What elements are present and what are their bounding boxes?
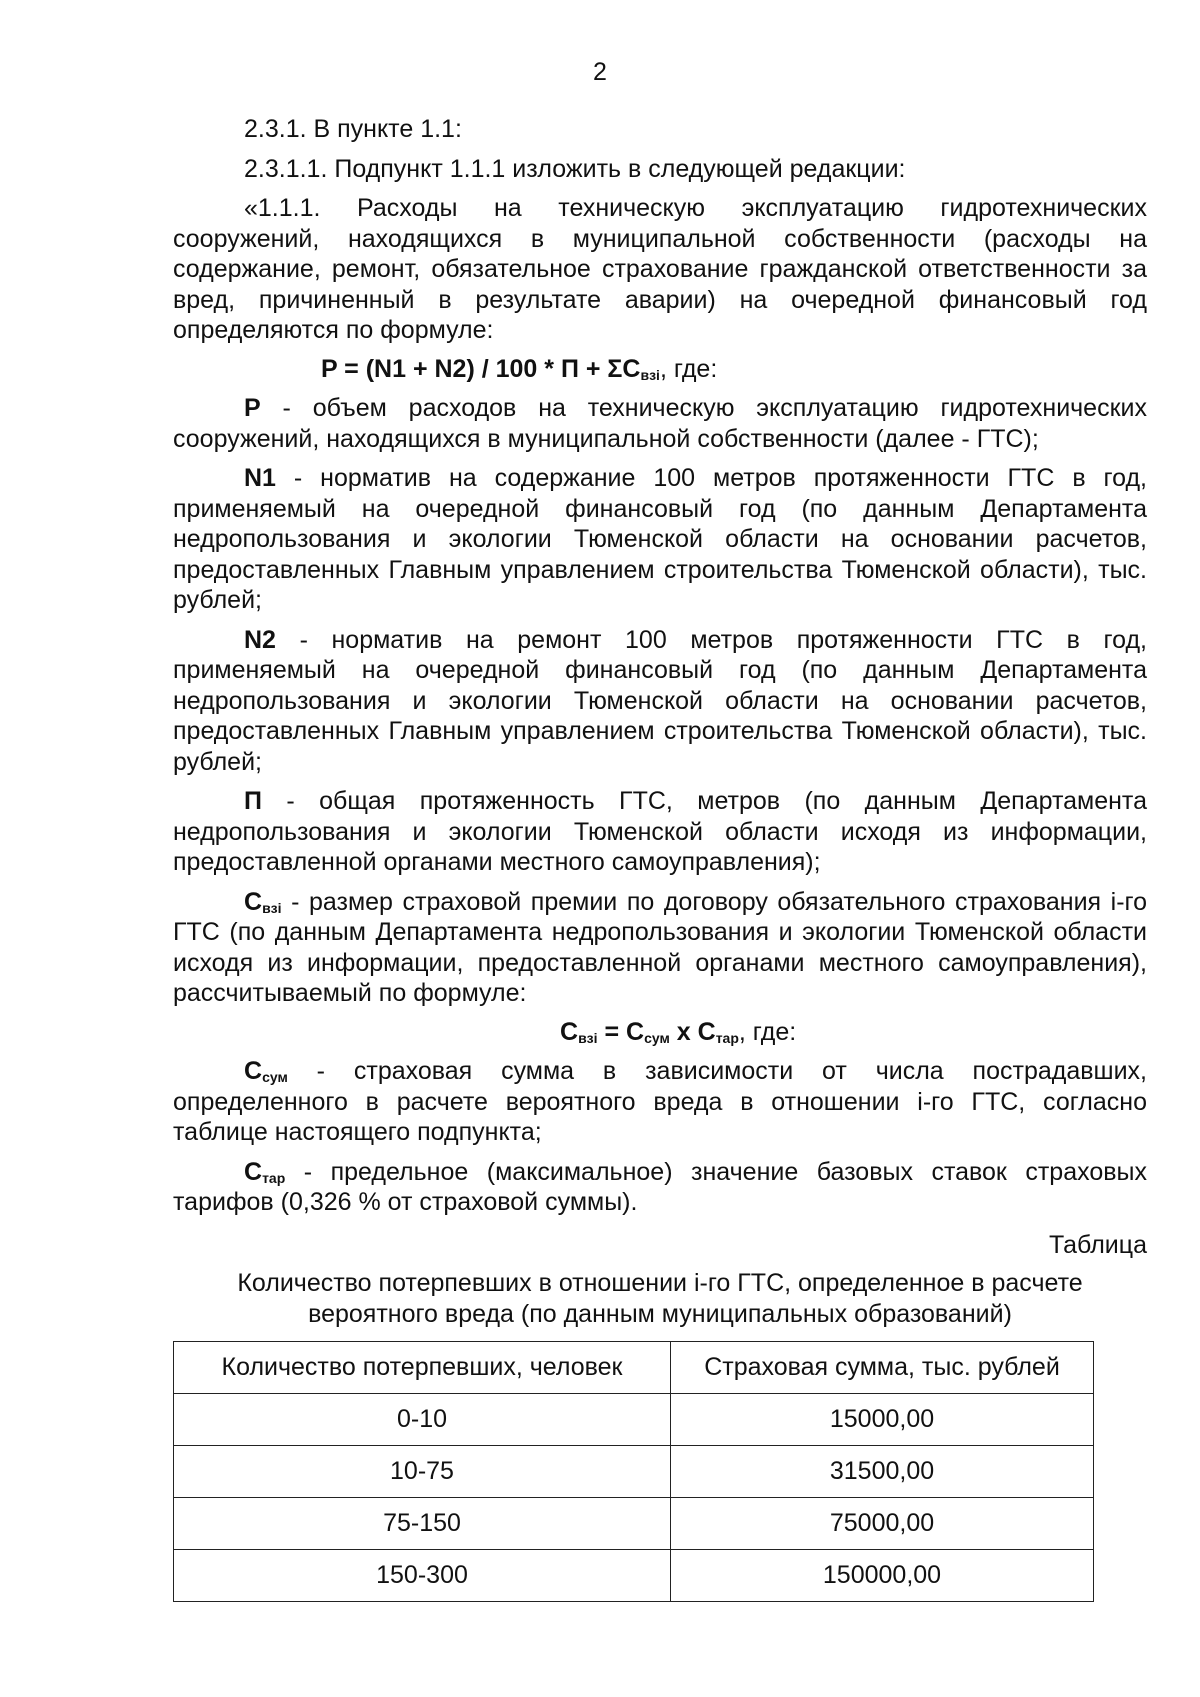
definition-ctar [173, 1157, 1147, 1218]
page-number: 2 [593, 58, 607, 86]
definition-subscript: тар [262, 1169, 286, 1186]
table-cell: 0-10 [174, 1394, 671, 1446]
definition-text: - предельное (максимальное) значение базовых ставок страховых тарифов (0,326 % от страховой суммы). [173, 1157, 1147, 1216]
definition-term: N2 [244, 625, 276, 654]
formula-subscript: тар [715, 1029, 739, 1046]
definition-term: С [244, 1157, 263, 1186]
formula-tail: , где: [659, 354, 718, 383]
definition-subscript: взi [262, 899, 282, 916]
formula-subscript: сум [644, 1029, 670, 1046]
insurance-table [173, 1341, 1094, 1602]
definition-text: - норматив на ремонт 100 метров протяженности ГТС в год, применяемый на очередной финансовый год (по данным Департамента недропользования и экологии Тюменской области на основании расчетов, предоставленных Главным управлением строительства Тюменской области), тыс. рублей; [173, 625, 1147, 776]
table-caption: Количество потерпевших в отношении i-го ГТС, определенное в расчете вероятного вреда (по данным муниципальных образований) [237, 1269, 1083, 1328]
definition-text: - общая протяженность ГТС, метров (по данным Департамента недропользования и экологии Тюменской области исходя из информации, предоставленной органами местного самоуправления); [173, 787, 1147, 876]
table-header-row [174, 1342, 1094, 1394]
definition-subscript: сум [262, 1069, 288, 1085]
definition-text: - страховая сумма в зависимости от числа пострадавших, определенного в расчете вероятного вреда в отношении i-го ГТС, согласно таблице настоящего подпункта; [173, 1057, 1147, 1146]
formula-premium [173, 1017, 1147, 1048]
paragraph-2-3-1: 2.3.1. В пункте 1.1: [244, 115, 462, 143]
table-cell: 75-150 [174, 1498, 671, 1550]
definition-term: N1 [244, 464, 276, 492]
document-body [173, 114, 1147, 1602]
definition-term: П [244, 787, 262, 815]
formula-subscript: взi [578, 1029, 598, 1046]
table-cell: 150000,00 [671, 1550, 1094, 1602]
formula-tail: , где: [738, 1017, 797, 1046]
table-row [174, 1446, 1094, 1498]
definition-text: - норматив на содержание 100 метров протяженности ГТС в год, применяемый на очередной финансовый год (по данным Департамента недропользования и экологии Тюменской области на основании расчетов, предоставленных Главным управлением строительства Тюменской области), тыс. рублей; [173, 464, 1147, 614]
definition-csum [173, 1056, 1147, 1148]
definition-term: С [244, 887, 263, 916]
formula-main: P = (N1 + N2) / 100 * П + ΣС [321, 354, 641, 383]
definition-term: С [244, 1057, 263, 1085]
formula-term: х С [669, 1017, 716, 1046]
table-row [174, 1498, 1094, 1550]
paragraph-2-3-1-1: 2.3.1.1. Подпункт 1.1.1 изложить в следующей редакции: [244, 154, 906, 183]
definition-n2 [173, 625, 1147, 778]
paragraph-1-1-1: «1.1.1. Расходы на техническую эксплуатацию гидротехнических сооружений, находящихся в муниципальной собственности (расходы на содержание, ремонт, обязательное страхование гражданской ответственности за вред, причиненный в результате аварии) на очередной финансовый год определяются по формуле: [173, 194, 1147, 344]
table-header-cell: Количество потерпевших, человек [174, 1342, 671, 1394]
table-cell: 150-300 [174, 1550, 671, 1602]
table-label: Таблица [1048, 1230, 1147, 1259]
table-header-cell: Страховая сумма, тыс. рублей [671, 1342, 1094, 1394]
definition-n1 [173, 463, 1147, 616]
table-cell: 10-75 [174, 1446, 671, 1498]
formula-subscript: взi [640, 366, 660, 383]
table-row [174, 1550, 1094, 1602]
formula-term: = С [597, 1017, 645, 1046]
definition-p [173, 393, 1147, 454]
definition-pi [173, 786, 1147, 878]
definition-term: P [244, 394, 261, 422]
formula-term: С [560, 1017, 579, 1046]
definition-cvzi [173, 887, 1147, 1009]
table-cell: 15000,00 [671, 1394, 1094, 1446]
table-cell: 75000,00 [671, 1498, 1094, 1550]
table-cell: 31500,00 [671, 1446, 1094, 1498]
formula-expenses [173, 354, 1147, 385]
definition-text: - объем расходов на техническую эксплуатацию гидротехнических сооружений, находящихся в муниципальной собственности (далее - ГТС); [173, 394, 1147, 453]
definition-text: - размер страховой премии по договору обязательного страхования i-го ГТС (по данным Департамента недропользования и экологии Тюменской области исходя из информации, предоставленной органами местного самоуправления), рассчитываемый по формуле: [173, 887, 1147, 1007]
table-row [174, 1394, 1094, 1446]
